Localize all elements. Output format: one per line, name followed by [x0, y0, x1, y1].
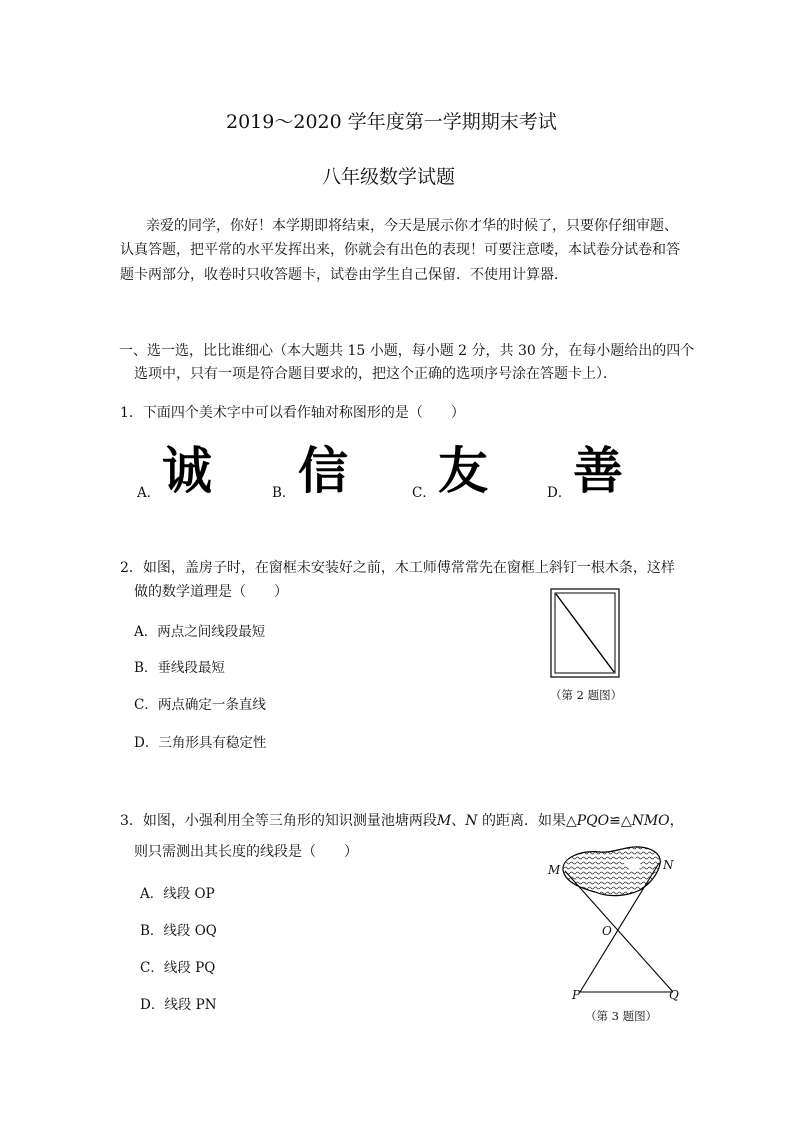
- q1-option-a-char: 诚: [162, 442, 212, 500]
- intro-line-3: 题卡两部分，收卷时只收答题卡，试卷由学生自己保留．不使用计算器．: [120, 267, 568, 283]
- q2-option-a: A．两点之间线段最短: [134, 624, 266, 640]
- intro-line-2: 认真答题，把平常的水平发挥出来，你就会有出色的表现！可要注意喽，本试卷分试卷和答: [120, 242, 680, 258]
- q2-option-b: B．垂线段最短: [134, 660, 225, 676]
- q3-stem-part-1: 3．如图，小强利用全等三角形的知识测量池塘两段: [120, 813, 437, 829]
- q3-option-c: C．线段 PQ: [140, 960, 216, 976]
- section-heading-line-2: 选项中，只有一项是符合题目要求的，把这个正确的选项序号涂在答题卡上）．: [134, 366, 617, 382]
- diagonal-brace: [556, 594, 614, 672]
- q2-stem-line-1: 2．如图，盖房子时，在窗框未安装好之前，木工师傅常常先在窗框上斜钉一根木条，这样: [120, 560, 675, 576]
- q1-option-d-char: 善: [573, 442, 623, 500]
- q1-option-c-char: 友: [438, 442, 488, 500]
- q2-option-d: D．三角形具有稳定性: [134, 735, 267, 751]
- q2-stem-line-2: 做的数学道理是（ ）: [134, 584, 288, 600]
- point-label-o: O: [602, 924, 612, 938]
- q2-option-c: C．两点确定一条直线: [134, 697, 266, 713]
- point-label-p: P: [572, 988, 581, 1002]
- q1-option-a-label: A．: [137, 485, 161, 501]
- exam-subtitle: 八年级数学试题: [322, 166, 456, 188]
- q3-option-a: A．线段 OP: [140, 886, 215, 902]
- point-label-m: M: [548, 863, 561, 877]
- exam-title: 2019～2020 学年度第一学期期末考试: [226, 111, 557, 133]
- q3-option-d: D．线段 PN: [140, 997, 217, 1013]
- q3-option-b: B．线段 OQ: [140, 923, 217, 939]
- section-heading-line-1: 一、选一选，比比谁细心（本大题共 15 小题，每小题 2 分，共 30 分，在每小题给出的四个: [119, 343, 695, 359]
- q3-stem-line-1: [120, 810, 684, 830]
- q3-figure-caption: （第 3 题图）: [585, 1009, 658, 1023]
- q3-var-n: N: [465, 813, 478, 829]
- q3-stem-part-5: ，: [669, 813, 684, 829]
- q1-option-b-char: 信: [298, 442, 348, 500]
- window-frame-figure: [550, 588, 622, 680]
- q2-figure-caption: （第 2 题图）: [550, 688, 623, 702]
- pond-shape: [563, 847, 660, 896]
- q3-var-m: M: [436, 813, 452, 829]
- q3-stem-part-2: 、: [451, 813, 466, 829]
- q3-stem-part-4: ≌△: [609, 813, 632, 829]
- q3-stem-part-3: 的距离．如果△: [477, 813, 577, 829]
- point-label-n: N: [663, 858, 674, 872]
- q3-var-nmo: NMO: [631, 813, 670, 829]
- q3-stem-line-2: 则只需测出其长度的线段是（ ）: [134, 844, 358, 860]
- q3-var-pqo: PQO: [576, 813, 610, 829]
- q1-option-d-label: D．: [547, 485, 572, 501]
- q1-option-c-label: C．: [412, 485, 436, 501]
- q1-stem: 1．下面四个美术字中可以看作轴对称图形的是（ ）: [120, 405, 465, 421]
- intro-line-1: 亲爱的同学，你好！本学期即将结束，今天是展示你才华的时候了，只要你仔细审题、: [146, 218, 678, 234]
- q1-option-b-label: B．: [272, 485, 296, 501]
- point-label-q: Q: [669, 988, 679, 1002]
